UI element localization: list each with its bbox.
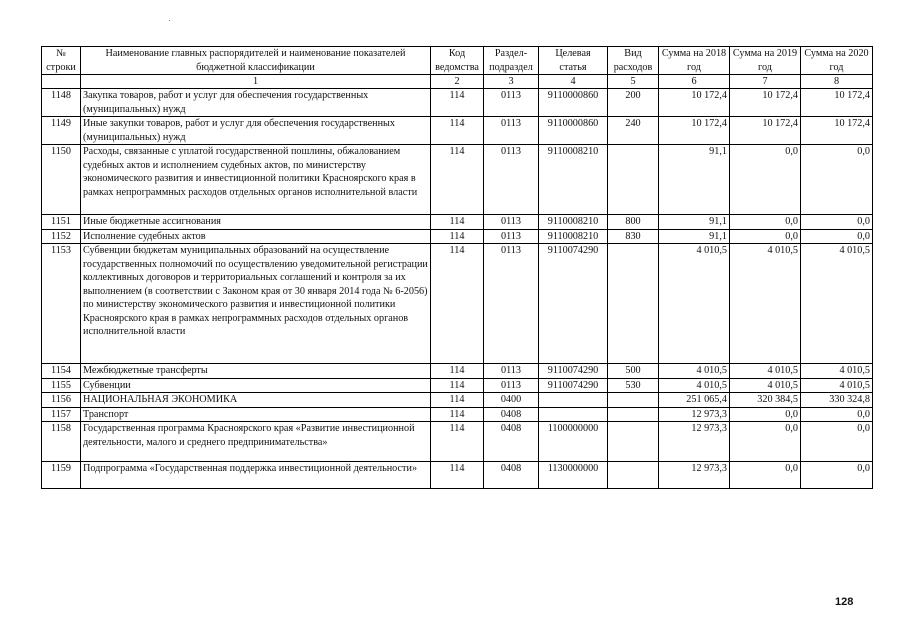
column-number: 7 bbox=[730, 75, 801, 89]
row-dept-code: 114 bbox=[431, 422, 484, 462]
row-number: 1150 bbox=[42, 145, 81, 215]
column-number-row bbox=[42, 75, 873, 89]
row-sum-2018: 4 010,5 bbox=[659, 378, 730, 393]
row-target-item: 9110000860 bbox=[539, 89, 608, 117]
row-section: 0400 bbox=[484, 393, 539, 408]
row-sum-2020: 0,0 bbox=[801, 229, 873, 244]
row-section: 0113 bbox=[484, 145, 539, 215]
row-target-item bbox=[539, 407, 608, 422]
row-section: 0408 bbox=[484, 462, 539, 489]
row-name: Иные бюджетные ассигнования bbox=[81, 215, 431, 230]
row-number: 1158 bbox=[42, 422, 81, 462]
row-expense-type: 530 bbox=[608, 378, 659, 393]
table-row bbox=[42, 145, 873, 215]
row-sum-2020: 10 172,4 bbox=[801, 89, 873, 117]
row-expense-type bbox=[608, 244, 659, 364]
table-row bbox=[42, 462, 873, 489]
row-expense-type bbox=[608, 145, 659, 215]
budget-table bbox=[41, 46, 873, 489]
row-dept-code: 114 bbox=[431, 393, 484, 408]
column-number: 6 bbox=[659, 75, 730, 89]
header-section: Раздел-подраздел bbox=[484, 47, 539, 75]
row-sum-2018: 10 172,4 bbox=[659, 117, 730, 145]
table-row bbox=[42, 229, 873, 244]
row-sum-2018: 12 973,3 bbox=[659, 462, 730, 489]
row-sum-2018: 91,1 bbox=[659, 145, 730, 215]
row-name: Государственная программа Красноярского края «Развитие инвестиционной деятельности, малого и среднего предпринимательства» bbox=[81, 422, 431, 462]
row-sum-2018: 12 973,3 bbox=[659, 407, 730, 422]
row-dept-code: 114 bbox=[431, 229, 484, 244]
row-sum-2020: 0,0 bbox=[801, 462, 873, 489]
row-sum-2020: 0,0 bbox=[801, 215, 873, 230]
row-dept-code: 114 bbox=[431, 364, 484, 379]
row-section: 0113 bbox=[484, 229, 539, 244]
row-target-item: 9110008210 bbox=[539, 215, 608, 230]
row-target-item: 9110074290 bbox=[539, 364, 608, 379]
row-dept-code: 114 bbox=[431, 407, 484, 422]
row-number: 1155 bbox=[42, 378, 81, 393]
header-row-number: № строки bbox=[42, 47, 81, 75]
row-dept-code: 114 bbox=[431, 244, 484, 364]
row-expense-type bbox=[608, 407, 659, 422]
row-expense-type bbox=[608, 393, 659, 408]
row-expense-type bbox=[608, 422, 659, 462]
row-name: Исполнение судебных актов bbox=[81, 229, 431, 244]
row-target-item: 1130000000 bbox=[539, 462, 608, 489]
row-name: Межбюджетные трансферты bbox=[81, 364, 431, 379]
row-name: Субвенции bbox=[81, 378, 431, 393]
table-row bbox=[42, 364, 873, 379]
row-sum-2018: 4 010,5 bbox=[659, 364, 730, 379]
row-number: 1154 bbox=[42, 364, 81, 379]
row-number: 1159 bbox=[42, 462, 81, 489]
row-number: 1149 bbox=[42, 117, 81, 145]
row-dept-code: 114 bbox=[431, 462, 484, 489]
row-sum-2020: 330 324,8 bbox=[801, 393, 873, 408]
row-sum-2020: 10 172,4 bbox=[801, 117, 873, 145]
row-expense-type: 830 bbox=[608, 229, 659, 244]
row-sum-2020: 4 010,5 bbox=[801, 244, 873, 364]
row-sum-2019: 10 172,4 bbox=[730, 89, 801, 117]
row-name: Закупка товаров, работ и услуг для обеспечения государственных (муниципальных) нужд bbox=[81, 89, 431, 117]
row-name: Иные закупки товаров, работ и услуг для обеспечения государственных (муниципальных) нужд bbox=[81, 117, 431, 145]
row-section: 0113 bbox=[484, 89, 539, 117]
row-section: 0408 bbox=[484, 407, 539, 422]
row-sum-2019: 0,0 bbox=[730, 215, 801, 230]
column-number: 8 bbox=[801, 75, 873, 89]
row-number: 1157 bbox=[42, 407, 81, 422]
row-sum-2018: 91,1 bbox=[659, 215, 730, 230]
column-number: 1 bbox=[81, 75, 431, 89]
row-dept-code: 114 bbox=[431, 145, 484, 215]
row-section: 0113 bbox=[484, 244, 539, 364]
row-section: 0113 bbox=[484, 378, 539, 393]
row-target-item: 1100000000 bbox=[539, 422, 608, 462]
row-target-item: 9110074290 bbox=[539, 244, 608, 364]
scan-mark bbox=[169, 20, 170, 21]
table-row bbox=[42, 244, 873, 364]
row-sum-2019: 0,0 bbox=[730, 422, 801, 462]
table-row bbox=[42, 89, 873, 117]
page-number: 128 bbox=[835, 596, 854, 608]
header-sum-2019: Сумма на 2019 год bbox=[730, 47, 801, 75]
row-dept-code: 114 bbox=[431, 89, 484, 117]
row-section: 0113 bbox=[484, 364, 539, 379]
header-expense-type: Вид расходов bbox=[608, 47, 659, 75]
column-number bbox=[42, 75, 81, 89]
table-row bbox=[42, 393, 873, 408]
row-name: Подпрограмма «Государственная поддержка инвестиционной деятельности» bbox=[81, 462, 431, 489]
row-sum-2020: 0,0 bbox=[801, 407, 873, 422]
row-number: 1156 bbox=[42, 393, 81, 408]
row-number: 1148 bbox=[42, 89, 81, 117]
row-number: 1152 bbox=[42, 229, 81, 244]
header-sum-2020: Сумма на 2020 год bbox=[801, 47, 873, 75]
row-dept-code: 114 bbox=[431, 215, 484, 230]
column-number: 4 bbox=[539, 75, 608, 89]
row-sum-2019: 0,0 bbox=[730, 145, 801, 215]
row-sum-2020: 0,0 bbox=[801, 422, 873, 462]
row-target-item bbox=[539, 393, 608, 408]
row-expense-type bbox=[608, 462, 659, 489]
header-sum-2018: Сумма на 2018 год bbox=[659, 47, 730, 75]
row-expense-type: 240 bbox=[608, 117, 659, 145]
row-name: Субвенции бюджетам муниципальных образований на осуществление государственных полномочий по осуществлению уведомительной регистрации коллективных договоров и территориальных соглашений и контроля за их выполнением (в соответствии с Законом края от 30 января 2014 года № 6-2056) по министерству экономического развития и инвестиционной политики Красноярского края в рамках непрограммных расходов отдельных органов исполнительной власти bbox=[81, 244, 431, 364]
row-section: 0408 bbox=[484, 422, 539, 462]
row-target-item: 9110074290 bbox=[539, 378, 608, 393]
row-name: НАЦИОНАЛЬНАЯ ЭКОНОМИКА bbox=[81, 393, 431, 408]
row-dept-code: 114 bbox=[431, 117, 484, 145]
row-sum-2019: 0,0 bbox=[730, 229, 801, 244]
row-target-item: 9110008210 bbox=[539, 145, 608, 215]
table-row bbox=[42, 117, 873, 145]
row-sum-2019: 4 010,5 bbox=[730, 244, 801, 364]
row-sum-2019: 0,0 bbox=[730, 407, 801, 422]
row-sum-2020: 0,0 bbox=[801, 145, 873, 215]
header-name: Наименование главных распорядителей и наименование показателей бюджетной классификации bbox=[81, 47, 431, 75]
row-name: Расходы, связанные с уплатой государственной пошлины, обжалованием судебных актов и исполнением судебных актов, по министерству экономического развития и инвестиционной политики Красноярского края в рамках непрограммных расходов отдельных органов исполнительной власти bbox=[81, 145, 431, 215]
table-row bbox=[42, 378, 873, 393]
row-section: 0113 bbox=[484, 117, 539, 145]
column-number: 2 bbox=[431, 75, 484, 89]
row-number: 1153 bbox=[42, 244, 81, 364]
row-sum-2018: 12 973,3 bbox=[659, 422, 730, 462]
row-target-item: 9110000860 bbox=[539, 117, 608, 145]
row-sum-2018: 4 010,5 bbox=[659, 244, 730, 364]
table-row bbox=[42, 407, 873, 422]
row-sum-2019: 0,0 bbox=[730, 462, 801, 489]
table-row bbox=[42, 422, 873, 462]
row-name: Транспорт bbox=[81, 407, 431, 422]
row-sum-2019: 320 384,5 bbox=[730, 393, 801, 408]
row-sum-2018: 251 065,4 bbox=[659, 393, 730, 408]
row-number: 1151 bbox=[42, 215, 81, 230]
row-expense-type: 800 bbox=[608, 215, 659, 230]
row-sum-2018: 91,1 bbox=[659, 229, 730, 244]
row-sum-2019: 4 010,5 bbox=[730, 364, 801, 379]
row-sum-2020: 4 010,5 bbox=[801, 378, 873, 393]
row-sum-2020: 4 010,5 bbox=[801, 364, 873, 379]
header-dept-code: Код ведомства bbox=[431, 47, 484, 75]
row-target-item: 9110008210 bbox=[539, 229, 608, 244]
row-dept-code: 114 bbox=[431, 378, 484, 393]
row-section: 0113 bbox=[484, 215, 539, 230]
row-sum-2019: 10 172,4 bbox=[730, 117, 801, 145]
table-row bbox=[42, 215, 873, 230]
column-number: 3 bbox=[484, 75, 539, 89]
header-row bbox=[42, 47, 873, 75]
column-number: 5 bbox=[608, 75, 659, 89]
row-sum-2019: 4 010,5 bbox=[730, 378, 801, 393]
header-target-item: Целевая статья bbox=[539, 47, 608, 75]
row-expense-type: 500 bbox=[608, 364, 659, 379]
row-sum-2018: 10 172,4 bbox=[659, 89, 730, 117]
row-expense-type: 200 bbox=[608, 89, 659, 117]
